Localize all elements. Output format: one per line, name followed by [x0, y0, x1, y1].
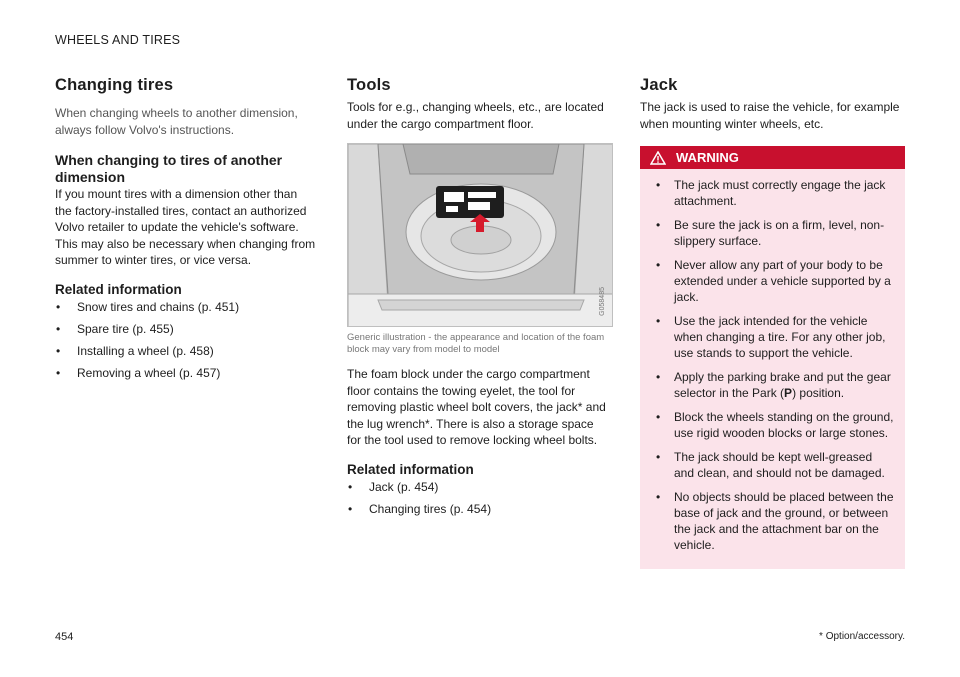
warning-text: Never allow any part of your body to be extended under a vehicle supported by a jack. [674, 258, 891, 304]
warning-text: The jack should be kept well-greased and clean, and should not be damaged. [674, 450, 885, 480]
list-item[interactable] [55, 299, 317, 315]
page-number: 454 [55, 631, 74, 643]
running-head: WHEELS AND TIRES [55, 33, 181, 47]
link-text: Jack (p. 454) [369, 479, 439, 494]
list-item [650, 449, 895, 481]
list-item[interactable] [55, 343, 317, 359]
park-letter: P [784, 386, 793, 400]
cargo-compartment-illustration [347, 143, 613, 327]
figure-code: G058485 [599, 287, 606, 316]
list-item [650, 369, 895, 401]
other-dimension-body: If you mount tires with a dimension other than the factory-installed tires, contact an authorized Volvo retailer to update the vehicle's software. This may also be necessary when changing from summer to winter tires, or vice versa. [55, 187, 316, 267]
list-item [650, 489, 895, 553]
bullet: • [656, 490, 661, 504]
cargo-floor-drawing [348, 144, 613, 327]
bullet: • [656, 370, 661, 384]
link-text: Spare tire (p. 455) [77, 321, 174, 336]
bullet: • [56, 321, 61, 336]
bullet: • [656, 410, 661, 424]
warning-text [674, 370, 891, 400]
link-text: Removing a wheel (p. 457) [77, 365, 221, 380]
column-jack [640, 76, 905, 569]
bullet: • [656, 218, 661, 232]
warning-text: No objects should be placed between the base of jack and the ground, or between the jack and the attachment bar on the vehicle. [674, 490, 894, 552]
section-title-jack: Jack [640, 76, 678, 94]
tools-intro: Tools for e.g., changing wheels, etc., are located under the cargo compartment floor. [347, 100, 604, 131]
section-title-tools: Tools [347, 76, 391, 94]
column-changing-tires [55, 76, 317, 387]
related-info-heading: Related information [55, 281, 182, 297]
related-info-list [347, 479, 609, 517]
bullet: • [656, 178, 661, 192]
warning-text: Use the jack intended for the vehicle when changing a tire. For any other job, use stands to support the vehicle. [674, 314, 886, 360]
section-title-changing-tires: Changing tires [55, 76, 174, 94]
list-item [650, 257, 895, 305]
tools-body: The foam block under the cargo compartment floor contains the towing eyelet, the tool for removing plastic wheel bolt covers, the jack* and the lug wrench*. There is also a storage space for the tool used to remove locking wheel bolts. [347, 367, 606, 447]
subheading-other-dimension: When changing to tires of another dimension [55, 152, 283, 185]
warning-box [640, 146, 905, 569]
related-info-list [55, 299, 317, 381]
bullet: • [348, 501, 353, 516]
bullet: • [656, 450, 661, 464]
bullet: • [348, 479, 353, 494]
jack-intro: The jack is used to raise the vehicle, for example when mounting winter wheels, etc. [640, 100, 900, 131]
list-item[interactable] [55, 321, 317, 337]
warning-list [640, 169, 905, 553]
list-item [650, 217, 895, 249]
list-item[interactable] [347, 479, 609, 495]
gear-text-before: Apply the parking brake and put the gear selector in the Park ( [674, 370, 891, 400]
link-text: Snow tires and chains (p. 451) [77, 299, 240, 314]
list-item [650, 313, 895, 361]
column-tools [347, 76, 609, 523]
bullet: • [56, 365, 61, 380]
warning-text: The jack must correctly engage the jack attachment. [674, 178, 886, 208]
figure-caption: Generic illustration - the appearance and location of the foam block may vary from model to model [347, 332, 605, 355]
list-item[interactable] [347, 501, 609, 517]
footnote: * Option/accessory. [819, 631, 905, 642]
gear-text-after: ) position. [792, 386, 845, 400]
warning-triangle-icon [650, 151, 666, 165]
link-text: Changing tires (p. 454) [369, 501, 492, 516]
bullet: • [56, 343, 61, 358]
link-text: Installing a wheel (p. 458) [77, 343, 214, 358]
list-item[interactable] [55, 365, 317, 381]
warning-text: Block the wheels standing on the ground, use rigid wooden blocks or large stones. [674, 410, 894, 440]
warning-title: WARNING [676, 150, 739, 165]
list-item [650, 409, 895, 441]
warning-text: Be sure the jack is on a firm, level, non-slippery surface. [674, 218, 885, 248]
related-info-heading: Related information [347, 461, 474, 477]
list-item [650, 177, 895, 209]
warning-header [640, 146, 905, 169]
bullet: • [656, 314, 661, 328]
bullet: • [656, 258, 661, 272]
bullet: • [56, 299, 61, 314]
changing-tires-intro: When changing wheels to another dimension, always follow Volvo's instructions. [55, 106, 298, 137]
